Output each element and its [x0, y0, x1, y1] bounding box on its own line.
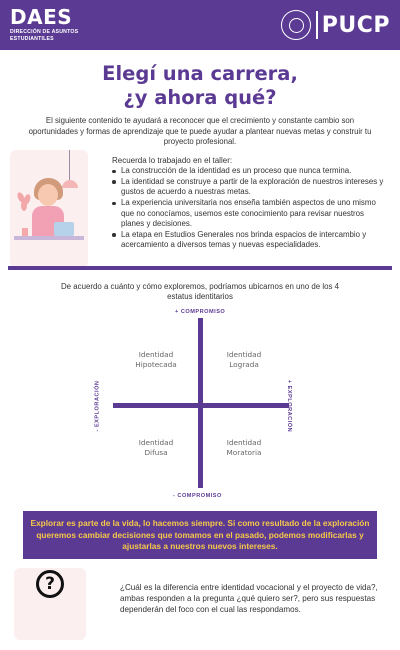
daes-subtitle-line2: ESTUDIANTILES — [10, 35, 54, 42]
intro-paragraph: El siguiente contenido te ayudará a reconocer que el crecimiento y constante cambio son oportunidades y formas de aprendizaje que te puede ayudar a plantear nuevas metas y construir tu proyecto profesional. — [28, 116, 372, 146]
recap-item: La experiencia universitaria nos enseña también aspectos de uno mismo que no conocíamos, usemos este conocimiento para revisar nuestros planes y decisiones. — [112, 198, 384, 229]
quadrant-lograda — [209, 350, 279, 370]
quadrant-label: Identidad — [226, 438, 262, 447]
pucp-logo[interactable] — [281, 9, 390, 41]
quadrant-label: Hipotecada — [135, 360, 177, 369]
quadrant-label: Lograda — [229, 360, 259, 369]
section-divider — [8, 266, 392, 270]
pucp-seal-icon — [281, 10, 311, 40]
daes-title: DAES — [10, 5, 73, 29]
recap-list — [112, 166, 384, 251]
header-bar — [0, 0, 400, 50]
highlight-banner: Explorar es parte de la vida, lo hacemos siempre. Si como resultado de la exploración queremos cambiar decisiones que tomamos en el pasado, podemos modificarlas y ajustarlas a nuestros nuevos intereses. — [23, 511, 377, 559]
recap-item: La construcción de la identidad es un proceso que nunca termina. — [112, 166, 384, 176]
plant-icon — [18, 192, 32, 212]
recap-item: La etapa en Estudios Generales nos brinda espacios de intercambio y acercamiento a diversos temas y nuevas especialidades. — [112, 230, 384, 251]
lamp-icon — [62, 180, 78, 188]
quadrant-label: Identidad — [138, 350, 174, 359]
page-title — [0, 62, 400, 110]
recap-item: La identidad se construye a partir de la exploración de nuestros intereses y gustos de acuerdo a nuestras metas. — [112, 177, 384, 198]
student-laptop-illustration — [10, 150, 88, 268]
daes-logo[interactable] — [10, 7, 78, 42]
quadrant-difusa — [121, 438, 191, 458]
pucp-divider — [316, 11, 318, 39]
exploration-axis — [113, 403, 289, 408]
title-line1: Elegí una carrera, — [102, 62, 298, 85]
recap-heading: Recuerda lo trabajado en el taller: — [112, 156, 233, 165]
title-line2: ¿y ahora qué? — [123, 86, 277, 109]
question-mark-icon: ? — [36, 570, 64, 598]
quadrant-label: Identidad — [138, 438, 174, 447]
laptop-icon — [54, 222, 74, 236]
axis-label-more-exploration: + EXPLORACIÓN — [286, 379, 293, 433]
quadrant-intro: De acuerdo a cuánto y cómo exploremos, podríamos ubicarnos en uno de los 4 estatus identitarios — [60, 282, 340, 302]
lamp-cord — [69, 150, 70, 180]
daes-subtitle-line1: DIRECCIÓN DE ASUNTOS — [10, 29, 79, 35]
quadrant-label: Moratoria — [226, 448, 262, 457]
quadrant-moratoria — [209, 438, 279, 458]
desk — [14, 236, 84, 240]
axis-label-more-commitment: + COMPROMISO — [175, 309, 226, 315]
axis-label-less-commitment: - COMPROMISO — [173, 493, 222, 499]
closing-question: ¿Cuál es la diferencia entre identidad vocacional y el proyecto de vida?, ambas responden a la pregunta ¿qué quiero ser?, pero sus respuestas dependerán del foco con el cual las respondamos. — [120, 583, 378, 615]
pucp-wordmark: PUCP — [321, 12, 390, 38]
student-head — [38, 184, 58, 206]
cup-icon — [22, 228, 28, 236]
quadrant-label: Identidad — [226, 350, 262, 359]
axis-label-less-exploration: - EXPLORACIÓN — [94, 380, 101, 432]
quadrant-label: Difusa — [144, 448, 168, 457]
quadrant-hipotecada — [121, 350, 191, 370]
